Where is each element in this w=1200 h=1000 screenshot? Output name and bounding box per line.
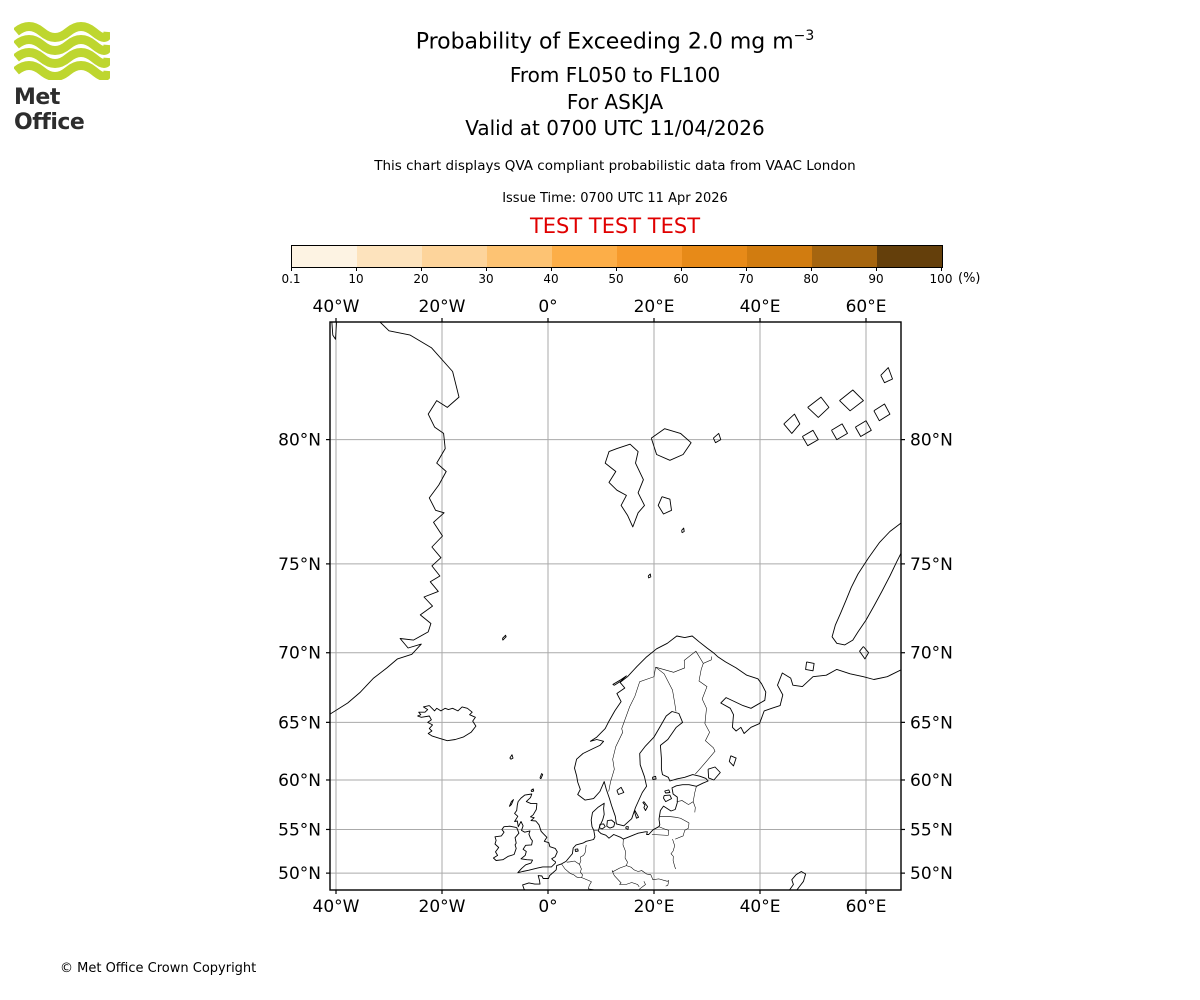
country-border: [620, 883, 640, 887]
colorbar-tick-label: 90: [868, 272, 884, 286]
coastline: [531, 789, 534, 792]
lat-label-right: 50°N: [910, 864, 953, 885]
coastline: [651, 429, 691, 461]
country-border: [656, 667, 676, 711]
map-frame: [330, 322, 901, 890]
country-border: [693, 802, 695, 813]
coastline: [510, 755, 513, 760]
colorbar-tick-label: 10: [348, 272, 364, 286]
coastline: [840, 390, 864, 411]
lon-label-top: 40°W: [312, 297, 360, 317]
lat-label-right: 65°N: [910, 713, 953, 734]
coastline: [881, 368, 893, 383]
lon-label-top: 40°E: [739, 297, 781, 317]
copyright-text: © Met Office Crown Copyright: [60, 961, 257, 976]
map-axis-ticks: [326, 318, 905, 894]
colorbar-tick-label: 30: [478, 272, 494, 286]
coastline: [664, 795, 672, 802]
lat-label-left: 55°N: [278, 820, 321, 841]
coastline: [605, 444, 644, 527]
test-banner: TEST TEST TEST: [529, 214, 701, 238]
met-office-logo-text: Met Office: [14, 85, 85, 135]
issue-time: Issue Time: 0700 UTC 11 Apr 2026: [502, 191, 728, 206]
qva-description: This chart displays QVA compliant probabilistic data from VAAC London: [374, 158, 856, 174]
coastline: [515, 794, 558, 873]
lat-label-right: 75°N: [910, 554, 953, 575]
lat-label-left: 70°N: [278, 643, 321, 664]
colorbar-tick-label: 100: [929, 272, 953, 286]
map-axis-labels: [278, 297, 953, 917]
coastline: [523, 636, 902, 890]
colorbar-tick-label: 50: [608, 272, 624, 286]
lon-label-top: 60°E: [845, 297, 887, 317]
coastline: [855, 421, 871, 437]
coastline: [713, 433, 720, 442]
lat-label-right: 80°N: [910, 430, 953, 451]
country-border: [612, 866, 626, 885]
coastline: [874, 404, 890, 421]
lat-label-right: 60°N: [910, 770, 953, 791]
volcano-marker-askja: [449, 705, 469, 725]
coastline: [509, 800, 513, 807]
colorbar-tick-label: 60: [673, 272, 689, 286]
lon-label-bottom: 40°E: [739, 897, 781, 917]
country-border: [623, 840, 628, 866]
country-border: [639, 881, 645, 889]
coastline: [502, 635, 506, 640]
coastline: [790, 872, 806, 890]
coastline: [540, 774, 543, 779]
coastline: [658, 497, 671, 514]
lon-label-top: 20°W: [418, 297, 466, 317]
lat-label-left: 75°N: [278, 554, 321, 575]
country-border: [659, 827, 669, 836]
subtitle-flight-levels: From FL050 to FL100: [509, 63, 721, 87]
country-border: [588, 882, 593, 890]
colorbar-tick-label: 70: [738, 272, 754, 286]
country-border: [562, 864, 582, 878]
lat-label-left: 60°N: [278, 770, 321, 791]
country-border: [567, 861, 580, 864]
map-gridlines: [330, 322, 901, 890]
lat-label-left: 50°N: [278, 864, 321, 885]
lon-label-bottom: 20°W: [418, 897, 466, 917]
country-border: [671, 839, 676, 869]
coastlines: [329, 313, 902, 890]
coastline: [643, 802, 648, 811]
coastline: [493, 826, 519, 860]
coastline: [635, 811, 639, 819]
coastline: [613, 676, 627, 685]
coastline: [806, 662, 815, 671]
coastline: [708, 767, 720, 780]
coastline: [808, 397, 829, 417]
coastline: [729, 756, 736, 766]
lon-label-bottom: 0°: [538, 897, 558, 917]
coastline: [802, 430, 818, 445]
lon-label-top: 0°: [538, 297, 558, 317]
country-border: [609, 667, 656, 791]
lon-label-bottom: 40°W: [312, 897, 360, 917]
lat-label-right: 70°N: [910, 643, 953, 664]
lat-label-left: 65°N: [278, 713, 321, 734]
colorbar-unit-label: (%): [958, 271, 981, 286]
coastline: [665, 790, 670, 793]
colorbar-tick-label: 20: [413, 272, 429, 286]
subtitle-volcano: For ASKJA: [566, 90, 664, 114]
country-border: [677, 801, 693, 805]
subtitle-valid-time: Valid at 0700 UTC 11/04/2026: [465, 116, 765, 140]
colorbar-tick-label: 0.1: [281, 272, 301, 286]
colorbar-tick-label: 40: [543, 272, 559, 286]
colorbar-tick-label: 80: [803, 272, 819, 286]
country-border: [656, 651, 712, 672]
coastline: [418, 706, 476, 741]
coastline: [784, 414, 800, 433]
coastline: [648, 574, 651, 578]
coastline: [575, 849, 578, 852]
country-border: [695, 663, 715, 774]
lat-label-right: 55°N: [910, 820, 953, 841]
title-exponent: −3: [793, 28, 815, 44]
lon-label-bottom: 60°E: [845, 897, 887, 917]
coastline: [832, 522, 902, 645]
lon-label-top: 20°E: [633, 297, 675, 317]
coastline: [607, 820, 615, 828]
country-border: [693, 786, 696, 801]
coastline: [626, 827, 628, 830]
coastline: [832, 424, 848, 440]
coastline: [682, 528, 685, 533]
title-text: Probability of Exceeding 2.0 mg m: [415, 29, 794, 55]
country-border: [594, 830, 599, 831]
coastline: [617, 787, 624, 794]
country-border: [660, 816, 689, 823]
coastline: [599, 824, 605, 829]
country-borders: [562, 651, 716, 890]
lon-label-bottom: 20°E: [633, 897, 675, 917]
country-border: [580, 845, 587, 865]
coastline: [329, 313, 459, 715]
lat-label-left: 80°N: [278, 430, 321, 451]
country-border: [675, 823, 689, 839]
